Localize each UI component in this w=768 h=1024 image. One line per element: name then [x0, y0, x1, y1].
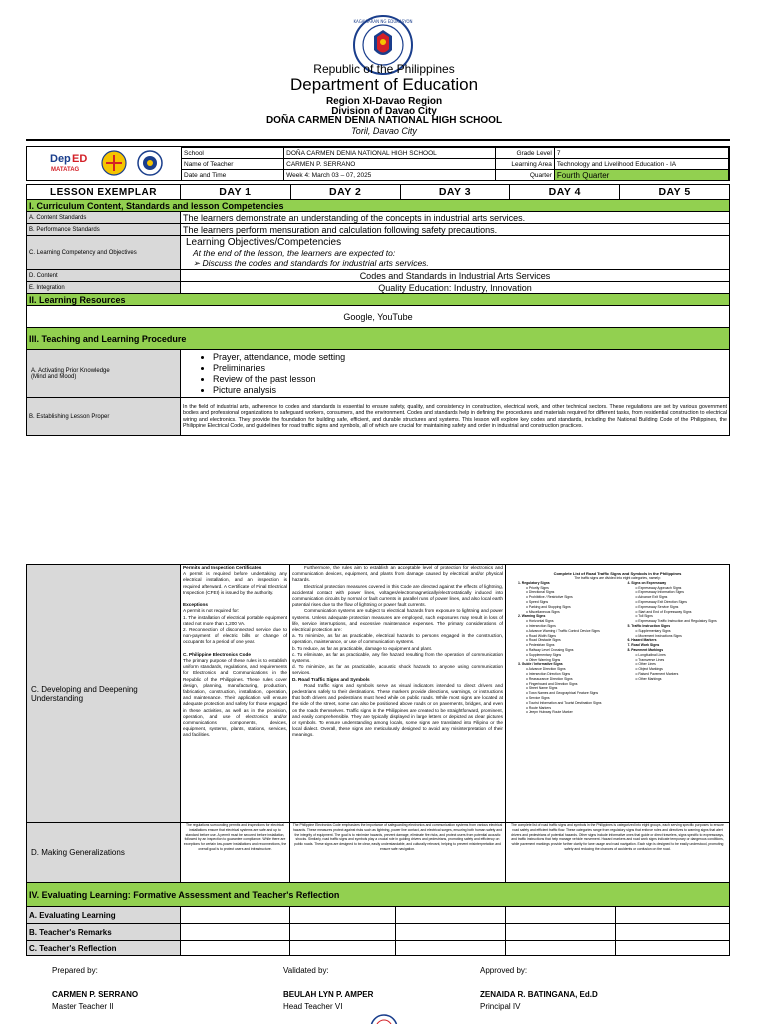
competency-cell [181, 236, 730, 270]
region-line: Region XI-Davao Region [325, 96, 443, 107]
prior-knowledge-cell [181, 350, 730, 398]
list-item: o Miscellaneous Signs [526, 609, 560, 614]
section-2-title: II. Learning Resources [27, 294, 730, 306]
competency-label: C. Learning Competency and Objectives [27, 236, 181, 270]
performance-standards-label: B. Performance Standards [27, 224, 181, 236]
list-item: o Street Name Signs [526, 686, 558, 691]
svg-text:ED: ED [72, 153, 88, 165]
document-header [0, 0, 768, 140]
validated-by-name: BEULAH LYN P. AMPER [283, 990, 374, 999]
generalization-3: The complete list of road traffic signs and symbols in the Philippines is categorized into eight groups, each serving specific purposes to ensure road safety and efficient traffic flow. These categories range from regulatory signs that enforce rules and directives to warning signs that alert drivers and pedestrians of potential hazards. Other signs include informative ones that guide or direct travelers, signs specific to expressways, and traffic instructions that help manage vehicle movement. Hazard markers and road work signs indicate temporary or dangerous conditions, while pavement markings provide further clarity for lane usage and road navigation. Each sign is designed to be easily understood, promoting safety and reducing the chances of accidents or confusion on the road. [506, 823, 730, 883]
day-2-header: DAY 2 [290, 185, 400, 200]
list-item: o Priority Signs [526, 585, 549, 590]
objectives-line-1: At the end of the lesson, the learners are expected to: [193, 247, 396, 258]
list-item: o Town Names and Geographical Feature Signs [526, 691, 599, 696]
list-item: 1. Regulatory Signs [518, 580, 550, 585]
list-item: o Reassurance Direction Signs [526, 676, 573, 681]
electronics-code-heading: C. Philippine Electronics Code [183, 651, 251, 657]
list-item: 4. Signs on Expressway [627, 580, 667, 585]
svg-text:Dep: Dep [50, 153, 71, 165]
list-item: o Fingerboard and Direction Signs [526, 681, 578, 686]
approved-by-title: Principal IV [480, 1002, 521, 1011]
measures-text: Electrical protection measures covered in this Code are directed against the effects of lightning, accidental contact with power lines, voltages/electromagnetically/electrostatically induced into communication circuits by normal or fault currents in parallel runs of power lines, and also local earth potential rises due to the flow of lightning or power fault currents. [292, 583, 503, 608]
list-item: o Object Markings [635, 667, 663, 672]
footer-seal-icon [366, 1014, 402, 1024]
generalization-1: The regulations surrounding permits and inspections for electrical installations ensure that electrical systems are safe and up to standard before use. A permit must be secured before installation, followed by an inspection to guarantee compliance. While there are exceptions for certain low-power installations and reconnections, the overall goal is to protect users and infrastructure. [181, 823, 290, 883]
remarks-day-2 [290, 924, 396, 941]
list-item: o Route Markers [526, 705, 552, 710]
list-item: o Speed Signs [526, 599, 549, 604]
performance-standards-value: The learners perform mensuration and calculation following safety precautions. [181, 224, 730, 236]
section-1-title: I. Curriculum Content, Standards and lesson Competencies [27, 200, 730, 212]
exceptions-heading: Exceptions [183, 602, 209, 608]
list-item: o Raised Pavement Markers [635, 671, 679, 676]
school-name: DOÑA CARMEN DENIA NATIONAL HIGH SCHOOL [265, 115, 503, 126]
lesson-info-table [181, 147, 729, 181]
content-standards-value: The learners demonstrate an understanding of the concepts in industrial arts services. [181, 212, 730, 224]
lesson-proper-label: B. Establishing Lesson Proper [27, 398, 181, 436]
area-value: Technology and Livelihood Education - IA [554, 159, 728, 170]
section-3-title: III. Teaching and Learning Procedure [27, 328, 730, 350]
list-item: o Supplementary Signs [526, 652, 562, 657]
header-rule [26, 139, 730, 141]
day-1-header: DAY 1 [181, 185, 291, 200]
remarks-day-4 [506, 924, 616, 941]
evaluation-table [26, 882, 730, 956]
list-item: o Expressway Service Signs [635, 604, 679, 609]
remarks-day-1 [181, 924, 290, 941]
list-item: • Prayer, attendance, mode setting [213, 352, 727, 363]
area-label: Learning Area [496, 159, 555, 170]
content-label: D. Content [27, 270, 181, 282]
list-item: 6. Hazard Markers [627, 638, 657, 643]
list-item: o Tourist Information and Tourist Destination Signs [526, 700, 602, 705]
remarks-label: B. Teacher's Remarks [27, 924, 181, 941]
list-item: o Start and End of Expressway Signs [635, 609, 692, 614]
department-title: Department of Education [289, 75, 479, 94]
list-item: o Other Markings [635, 676, 662, 681]
resources-value: Google, YouTube [27, 306, 730, 328]
objectives-title: Learning Objectives/Competencies [186, 236, 342, 248]
list-item: 5. Traffic Instruction Signs [627, 623, 671, 628]
lesson-proper-text: In the field of industrial arts, adherence to codes and standards is essential to ensure safety, quality, and consistency in construction, electrical work, and other technical sectors. These regulations are set by various government bodies and professional organizations to safeguard workers, consumers, and the environment. Codes and standards help in defining the procedures and materials required for different tasks, from residential construction to electrical wiring and electronics. They provide the foundation for building safe, efficient, and durable structures and systems. This lesson will explore key codes and standards, including the National Building Code of the Philippines, the Philippine Electrical Code, and guidelines for road traffic signs and symbols, all of which are crucial for maintaining safety and order in industrial and construction practices. [181, 398, 730, 436]
considerations-d: d. To minimize, as far as practicable, acoustic shock hazards to anyone using communication services. [292, 664, 503, 676]
list-item: o Intersection Signs [526, 623, 556, 628]
generalizations-label: D. Making Generalizations [27, 823, 181, 883]
validated-by-label: Validated by: [283, 966, 329, 975]
approved-by-label: Approved by: [480, 966, 528, 975]
list-item: 8. Pavement Markings [627, 647, 664, 652]
eval-day-4 [506, 907, 616, 924]
electronics-code-text: The primary purpose of these rules is to establish uniform standards, regulations, and requirements for Electronics and Communications in the Republic of the Philippines. These rules cover design, planning, manufacturing, production, fabrication, construction, installation, operation, and maintenance. Their application will ensure adequate protection and safety for those engaged in these activities, as well as in the provision, operation, and use of electronics and/or communications components, devices, equipment, systems, plants, stations, services, and facilities. [183, 658, 287, 738]
permits-text: A permit is required before undertaking any electrical installation, and an inspection is required afterward. A Certificate of Final Electrical Inspection (CFEI) is issued by the authority. [183, 571, 287, 595]
eval-day-5 [616, 907, 730, 924]
day-5-header: DAY 5 [620, 185, 730, 200]
list-item: o Intersection Direction Signs [526, 671, 571, 676]
exceptions-text: A permit is not required for: [183, 608, 240, 614]
list-item: o Railway Level Crossing Signs [526, 647, 574, 652]
list-item: o Advance Direction Signs [526, 667, 566, 672]
remarks-day-5 [616, 924, 730, 941]
list-item: o Advance Warning / Traffic Control Device Signs [526, 628, 600, 633]
approved-by-name: ZENAIDA R. BATINGANA, Ed.D [480, 990, 598, 999]
prior-knowledge-list [183, 352, 727, 396]
reflection-day-4 [506, 941, 616, 956]
reflection-day-5 [616, 941, 730, 956]
quarter-value: Fourth Quarter [554, 170, 728, 181]
list-item: o Service Signs [526, 695, 550, 700]
considerations-b: b. To reduce, as far as practicable, damage to equipment and plant. [292, 645, 433, 651]
grade-label: Grade Level [496, 148, 555, 159]
republic-line: Republic of the Philippines [313, 62, 455, 76]
list-item: o Expressway Information Signs [635, 590, 684, 595]
prepared-by-name: CARMEN P. SERRANO [52, 990, 139, 999]
list-item: o Road Width Signs [526, 633, 556, 638]
deepening-col-2 [290, 565, 506, 823]
list-item: o Other Lines [635, 662, 656, 667]
road-signs-heading: D. Road Traffic Signs and Symbols [292, 676, 370, 682]
svg-text:MATATAG: MATATAG [51, 167, 80, 173]
list-item: 2. Warning Signs [518, 614, 546, 619]
list-item: 7. Road Work Signs [627, 643, 660, 648]
curriculum-table [26, 199, 730, 436]
section-4-title: IV. Evaluating Learning: Formative Assessment and Teacher's Reflection [27, 883, 730, 907]
list-item: o Toll Signs [635, 614, 653, 619]
exception-1: 1. The installation of electrical portable equipment rated not more than 1,200 VA. [183, 614, 287, 626]
deepening-label: C. Developing and Deepening Understanding [27, 565, 181, 823]
list-item: o Longitudinal Lines [635, 652, 666, 657]
signs-list-subtitle: The traffic signs are divided into eight categories, namely: [574, 576, 661, 580]
reflection-label: C. Teacher's Reflection [27, 941, 181, 956]
day-3-header: DAY 3 [400, 185, 510, 200]
prior-knowledge-label: A. Activating Prior Knowledge (Mind and Mood) [27, 350, 181, 398]
prepared-by-label: Prepared by: [52, 966, 98, 975]
eval-day-1 [181, 907, 290, 924]
systems-text: Communication systems are subject to electrical hazards from exposure to lightning and power systems. Unless adequate protection measures are employed, such exposures may result in loss of life, service interruptions, and excessive maintenance expenses. The primary considerations of electrical protection are: [292, 608, 503, 633]
content-value: Codes and Standards in Industrial Arts Services [181, 270, 730, 282]
prepared-by-title: Master Teacher II [52, 1002, 114, 1011]
integration-label: E. Integration [27, 282, 181, 294]
signs-list-left [518, 581, 616, 715]
teacher-label: Name of Teacher [182, 159, 284, 170]
logos-area [26, 146, 180, 181]
school-label: School [182, 148, 284, 159]
protection-text: Furthermore, the rules aim to establish an acceptable level of protection for electronics and communication devices, equipment, and plants from damage caused by electrical and/or physical hazards. [292, 565, 503, 583]
integration-value: Quality Education: Industry, Innovation [181, 282, 730, 294]
content-standards-label: A. Content Standards [27, 212, 181, 224]
deepening-col-1 [181, 565, 290, 823]
list-item: • Preliminaries [213, 363, 727, 374]
signs-list-right [628, 581, 726, 715]
deepening-col-3 [506, 565, 730, 823]
remarks-day-3 [396, 924, 506, 941]
list-item: • Review of the past lesson [213, 374, 727, 385]
list-item: o Jeepn Hubway Route Marker [526, 710, 573, 715]
school-location: Toril, Davao City [351, 126, 417, 136]
date-label: Date and Time [182, 170, 284, 181]
list-item: o Expressway Exit Direction Signs [635, 599, 687, 604]
exception-2: 2. Reconnection of disconnected service due to non-payment of electric bills or change of occupants for a period of one year. [183, 627, 287, 645]
validated-by-title: Head Teacher VI [283, 1002, 343, 1011]
day-4-header: DAY 4 [510, 185, 620, 200]
date-value: Week 4: March 03 – 07, 2025 [284, 170, 496, 181]
objectives-line-2: ➢ Discuss the codes and standards for industrial arts services. [193, 257, 429, 268]
list-item: o Horizontal Signs [526, 619, 554, 624]
permits-heading: Permits and Inspection Certificates [183, 565, 262, 570]
reflection-day-2 [290, 941, 396, 956]
list-item: o Other Warning Signs [526, 657, 561, 662]
eval-day-2 [290, 907, 396, 924]
seal-text: KAGAWARAN NG EDUKASYON [353, 19, 413, 24]
list-item: o Expressway Traffic Instruction and Regulatory Signs [635, 619, 717, 624]
list-item: o Movement Instructions Signs [635, 633, 682, 638]
list-item: 3. Guide / Informative Signs [518, 662, 563, 667]
considerations-a: a. To minimize, as far as practicable, electrical hazards to persons engaged in the construction, operation, maintenance, or use of communication systems. [292, 633, 503, 645]
teacher-value: CARMEN P. SERRANO [284, 159, 496, 170]
list-item: o Transverse Lines [635, 657, 665, 662]
school-value: DOÑA CARMEN DENIA NATIONAL HIGH SCHOOL [284, 148, 496, 159]
reflection-day-1 [181, 941, 290, 956]
division-line: Division of Davao City [331, 106, 437, 117]
list-item: o Parking and Stopping Signs [526, 604, 571, 609]
reflection-day-3 [396, 941, 506, 956]
eval-day-3 [396, 907, 506, 924]
deped-matatag-logo-icon [26, 146, 180, 181]
list-item: o Advance Exit Signs [635, 595, 668, 600]
list-item: o Supplementary Signs [635, 628, 671, 633]
list-item: o Expressway Approach Signs [635, 585, 682, 590]
procedure-table [26, 564, 730, 883]
generalization-2: The Philippine Electronics Code emphasizes the importance of safeguarding electronics and communication systems from various electrical hazards. These measures protect against risks such as lightning, power line contact, and electrical surges, ensuring both human safety and the integrity of equipment. The goal is to minimize hazards, prevent damage, eliminate fire risks, and protect users from potential acoustic shocks. Similarly, road traffic signs and symbols play a crucial role in guiding drivers and pedestrians, promoting safety and efficiency on public roads. These signs are designed to be clear, easily understandable, and culturally relevant, helping to prevent misinterpretation and ensure safe navigation. [290, 823, 506, 883]
signs-list-title: Complete List of Road Traffic Signs and Symbols in the Philippines [553, 571, 682, 576]
road-signs-text: Road traffic signs and symbols serve as visual indicators intended to direct drivers and pedestrians safely to their destinations. These markers provide directions, warnings, or instructions that both drivers and pedestrians must heed while on public roads. While most signs are located at the side of the street, some can also be positioned above roads or on pavements, bridges, and even on the roads themselves. Traffic signs in the Philippines are created to be straightforward, prominent, and easily comprehensible. They are typically displayed in large letters or depicted as clear pictures or symbols. To ensure understanding among locals, some signs are translated into Filipino or the local dialect. Overall, these signs are meticulously designed to avoid any misinterpretation of their meanings. [292, 682, 503, 738]
list-item: o Pedestrian Signs [526, 643, 555, 648]
list-item: o Road Obstacle Signs [526, 638, 561, 643]
evaluating-label: A. Evaluating Learning [27, 907, 181, 924]
lesson-exemplar-title: LESSON EXEMPLAR [27, 185, 181, 200]
list-item: • Picture analysis [213, 385, 727, 396]
quarter-label: Quarter [496, 170, 555, 181]
day-header-table [26, 184, 730, 200]
grade-value: 7 [554, 148, 728, 159]
list-item: o Prohibitive / Restrictive Signs [526, 595, 573, 600]
signs-list-columns [510, 581, 725, 715]
list-item: o Directional Signs [526, 590, 555, 595]
considerations-c: c. To eliminate, as far as practicable, any fire hazard resulting from the operation of communication systems. [292, 651, 503, 664]
